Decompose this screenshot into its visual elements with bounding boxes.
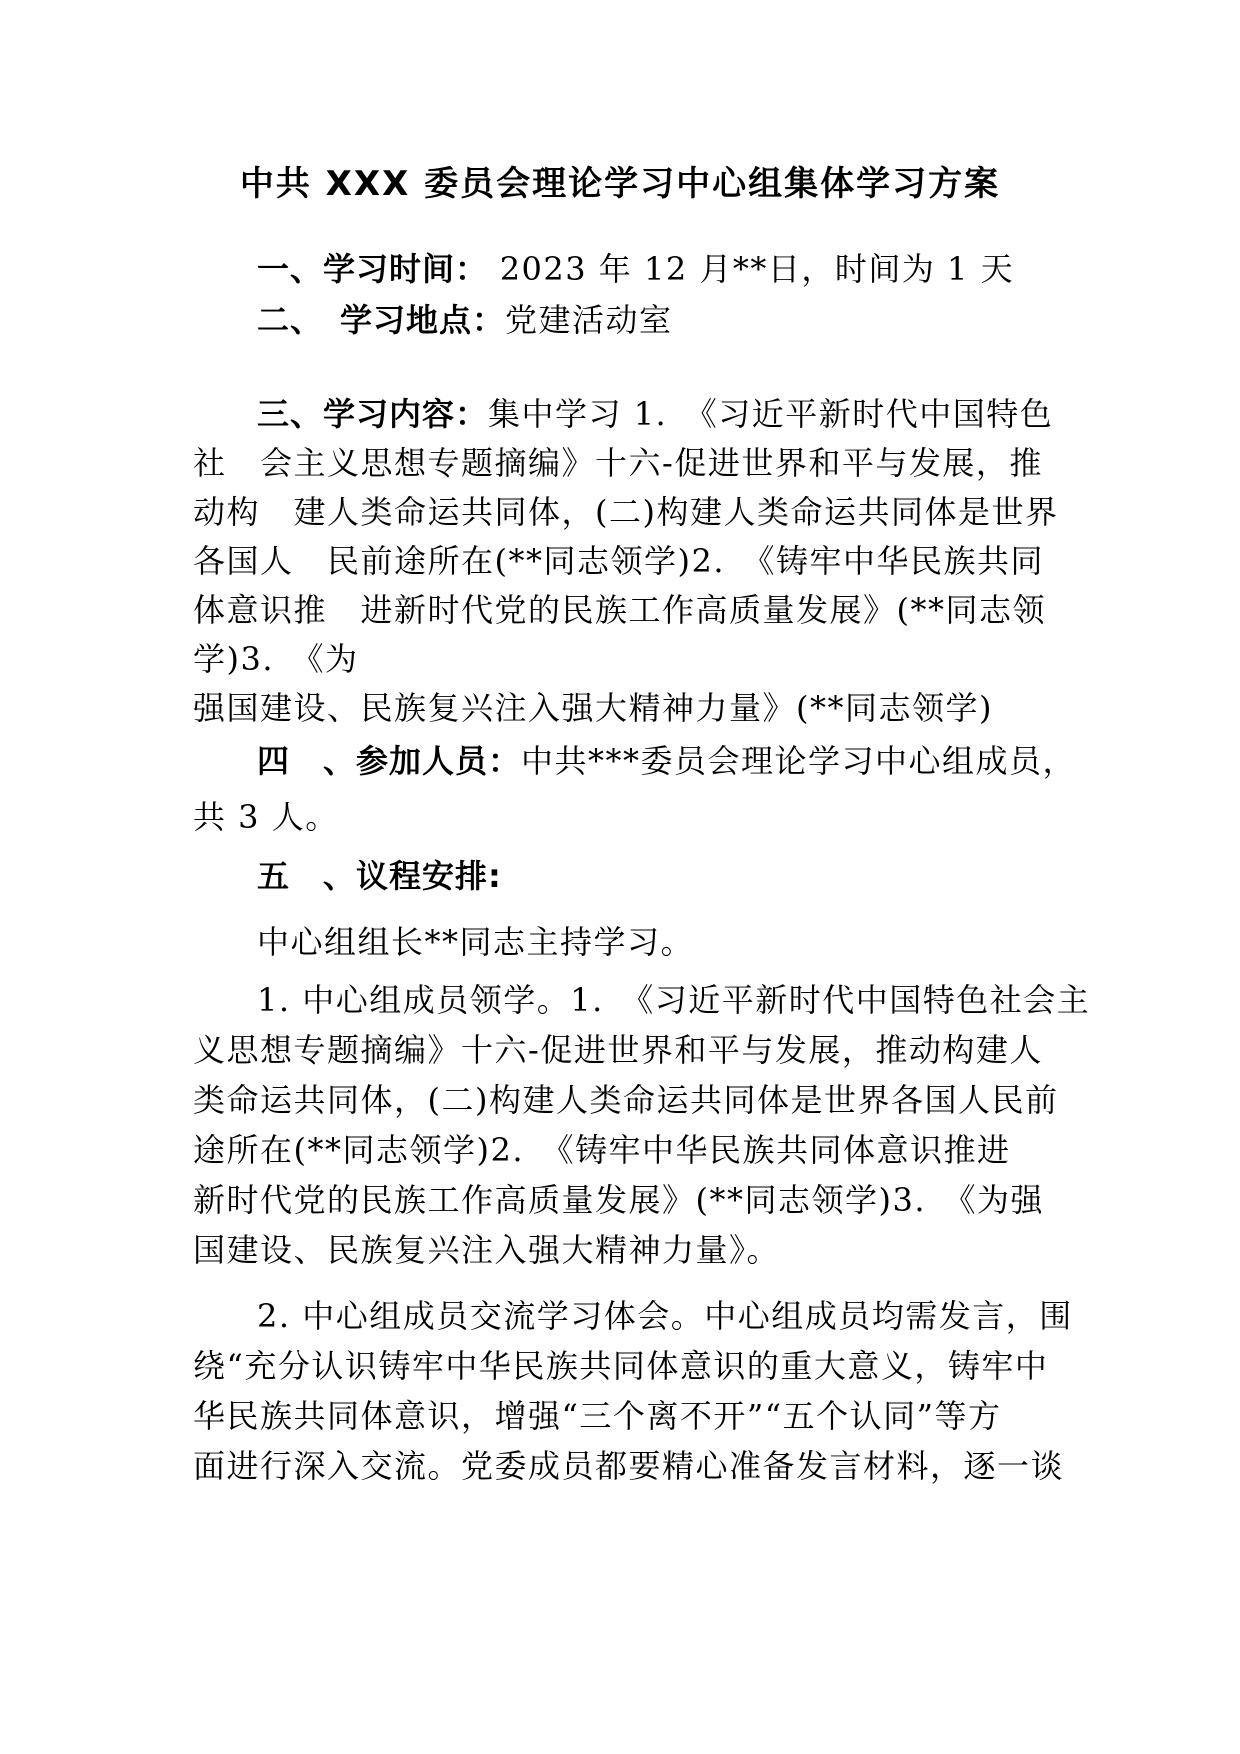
section-study-content bbox=[257, 390, 1053, 438]
paragraph-line: 途所在(**同志领学)2. 《铸牢中华民族共同体意识推进 bbox=[193, 1131, 1011, 1169]
agenda-host-line: 中心组组长**同志主持学习。 bbox=[257, 923, 695, 961]
paragraph-line: 共 3 人。 bbox=[193, 798, 339, 836]
paragraph-line: 集中学习 1. 《习近平新时代中国特色 bbox=[488, 395, 1054, 433]
paragraph-line: 体意识推 进新时代党的民族工作高质量发展》(**同志领 bbox=[193, 591, 1046, 629]
paragraph-line: 新时代党的民族工作高质量发展》(**同志领学)3. 《为强 bbox=[193, 1181, 1045, 1219]
section-text: 党建活动室 bbox=[505, 301, 673, 339]
paragraph-line: 华民族共同体意识，增强“三个离不开”“五个认同”等方 bbox=[193, 1397, 1002, 1435]
paragraph-line: 类命运共同体，(二)构建人类命运共同体是世界各国人民前 bbox=[193, 1081, 1059, 1119]
paragraph-line: 2. 中心组成员交流学习体会。中心组成员均需发言，围 bbox=[257, 1297, 1073, 1335]
paragraph-line: 中共***委员会理论学习中心组成员， bbox=[521, 742, 1077, 780]
paragraph-line: 强国建设、民族复兴注入强大精神力量》(**同志领学) bbox=[193, 689, 993, 727]
section-heading: 一、学习时间： bbox=[257, 250, 489, 288]
paragraph-line: 绕“充分认识铸牢中华民族共同体意识的重大意义，铸牢中 bbox=[193, 1347, 1049, 1385]
paragraph-line: 社 会主义思想专题摘编》十六-促进世界和平与发展，推 bbox=[193, 444, 1043, 482]
paragraph-line: 国建设、民族复兴注入强大精神力量》。 bbox=[193, 1231, 781, 1269]
paragraph-line: 各国人 民前途所在(**同志领学)2. 《铸牢中华民族共同 bbox=[193, 542, 1045, 580]
document-title: 中共 XXX 委员会理论学习中心组集体学习方案 bbox=[239, 164, 1001, 204]
section-study-location bbox=[257, 296, 673, 344]
paragraph-line: 面进行深入交流。党委成员都要精心准备发言材料，逐一谈 bbox=[193, 1447, 1065, 1485]
paragraph-line: 学)3. 《为 bbox=[193, 640, 359, 678]
paragraph-line: 义思想专题摘编》十六-促进世界和平与发展，推动构建人 bbox=[193, 1031, 1043, 1069]
section-agenda-heading: 五 、议程安排: bbox=[257, 857, 502, 895]
section-text: 2023 年 12 月**日，时间为 1 天 bbox=[488, 250, 1015, 288]
section-heading: 二、 学习地点： bbox=[257, 301, 506, 339]
paragraph-line: 1. 中心组成员领学。1. 《习近平新时代中国特色社会主 bbox=[257, 981, 1091, 1019]
paragraph-line: 动构 建人类命运共同体，(二)构建人类命运共同体是世界 bbox=[193, 493, 1059, 531]
section-study-time bbox=[257, 245, 1014, 293]
section-heading: 三、学习内容： bbox=[257, 395, 489, 433]
section-heading: 四 、参加人员： bbox=[257, 742, 522, 780]
section-participants bbox=[257, 737, 1076, 785]
